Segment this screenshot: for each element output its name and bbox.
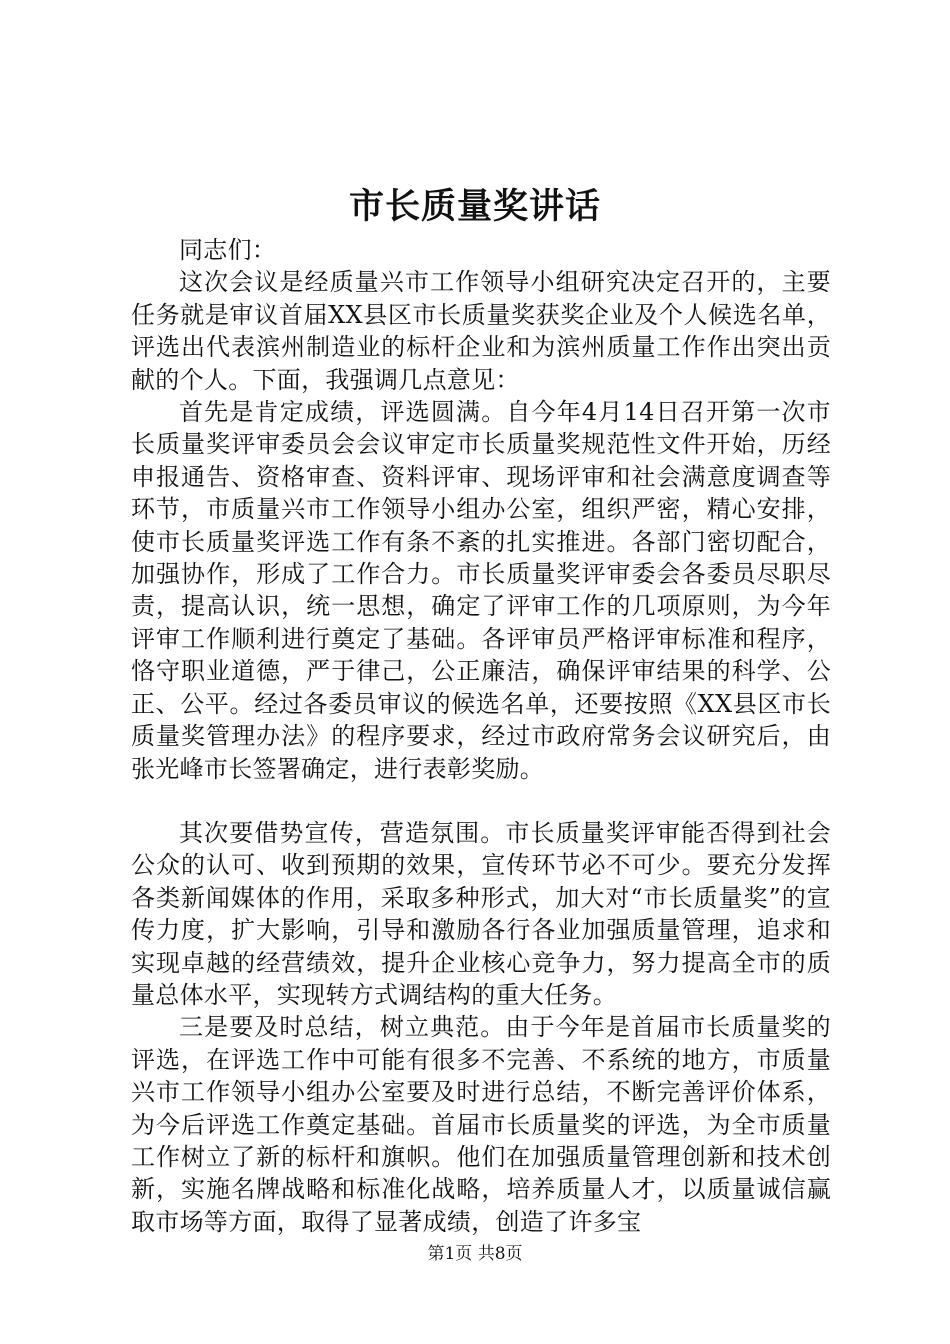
page-number-footer: 第1页 共8页 [427,1244,523,1264]
paragraph-gap [131,785,831,817]
greeting: 同志们： [179,236,277,264]
paragraph-third-point: 三是要及时总结，树立典范。由于今年是首届市长质量奖的评选，在评选工作中可能有很多不完善、不系统的地方，市质量兴市工作领导小组办公室要及时进行总结，不断完善评价体系，为今后评选工作奠定基础。首届市长质量奖的评选，为全市质量工作树立了新的标杆和旗帜。他们在加强质量管理创新和技术创新，实施名牌战略和标准化战略，培养质量人才，以质量诚信赢取市场等方面，取得了显著成绩，创造了许多宝 [131,1013,831,1236]
paragraph-first-point: 首先是肯定成绩，评选圆满。自今年4月14日召开第一次市长质量奖评审委员会会议审定市长质量奖规范性文件开始，历经申报通告、资格审查、资料评审、现场评审和社会满意度调查等环节，市质量兴市工作领导小组办公室，组织严密，精心安排，使市长质量奖评选工作有条不紊的扎实推进。各部门密切配合，加强协作，形成了工作合力。市长质量奖评审委会各委员尽职尽责，提高认识，统一思想，确定了评审工作的几项原则，为今年评审工作顺利进行奠定了基础。各评审员严格评审标准和程序，恪守职业道德，严于律己，公正廉洁，确保评审结果的科学、公正、公平。经过各委员审议的候选名单，还要按照《XX县区市长质量奖管理办法》的程序要求，经过市政府常务会议研究后，由张光峰市长签署确定，进行表彰奖励。 [131,398,831,783]
paragraph-second-point: 其次要借势宣传，营造氛围。市长质量奖评审能否得到社会公众的认可、收到预期的效果，宣传环节必不可少。要充分发挥各类新闻媒体的作用，采取多种形式，加大对“市长质量奖”的宣传力度，扩大影响，引导和激励各行各业加强质量管理，追求和实现卓越的经营绩效，提升企业核心竞争力，努力提高全市的质量总体水平，实现转方式调结构的重大任务。 [131,818,831,1009]
paragraph-intro: 这次会议是经质量兴市工作领导小组研究决定召开的，主要任务就是审议首届XX县区市长质量奖获奖企业及个人候选名单，评选出代表滨州制造业的标杆企业和为滨州质量工作作出突出贡献的个人。下面，我强调几点意见： [131,268,831,394]
document-title: 市长质量奖讲话 [348,186,601,227]
document-body [131,234,831,1238]
